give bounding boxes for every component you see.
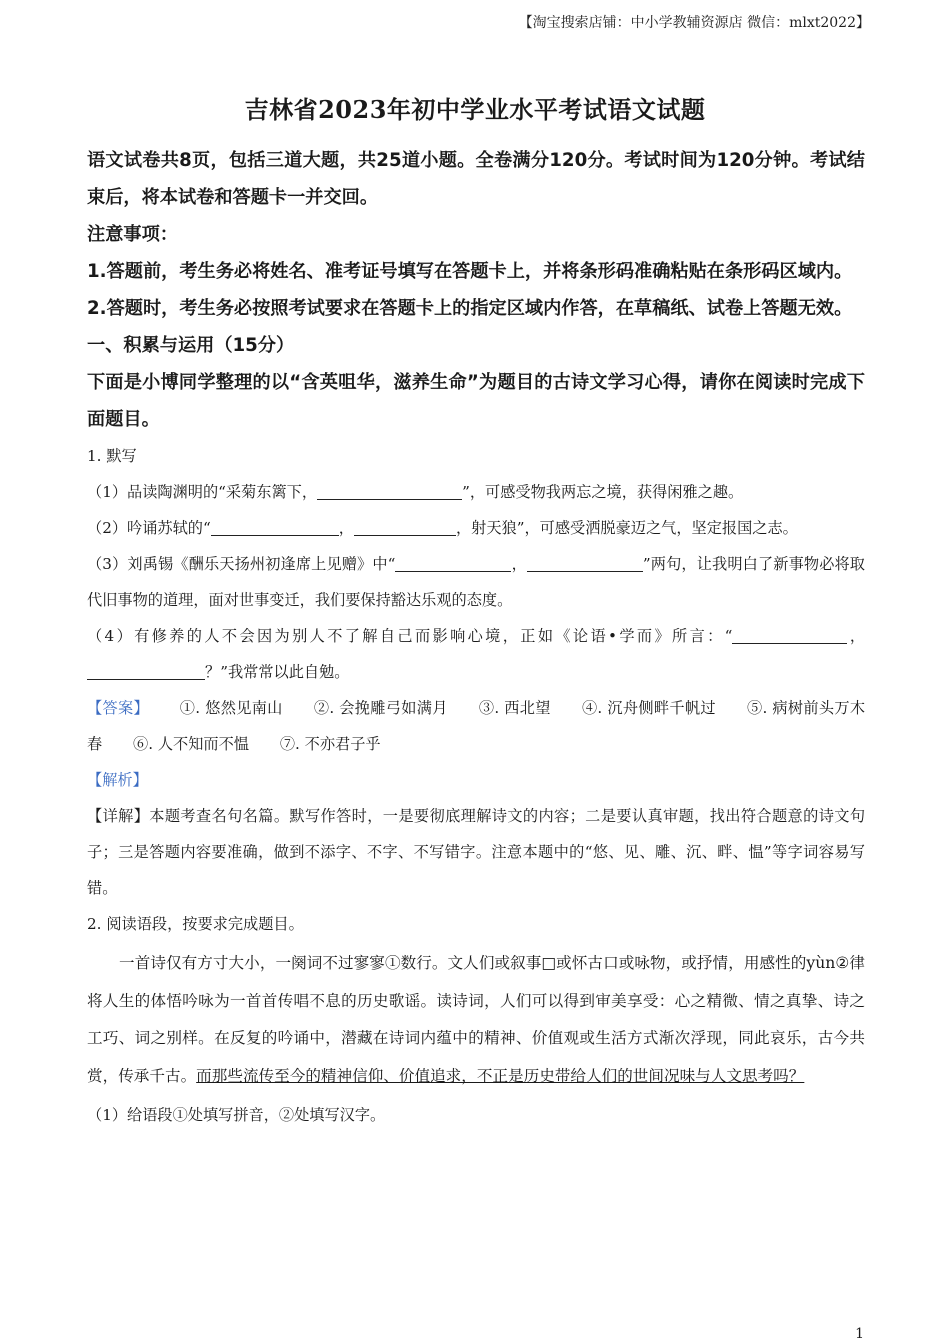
answer-block	[87, 690, 865, 762]
answer-blank[interactable]	[354, 517, 456, 536]
answer-blank[interactable]	[211, 517, 339, 536]
question-1-stem: 1. 默写	[87, 447, 137, 465]
annotation-mark: ①	[384, 954, 401, 972]
notice-heading: 注意事项：	[87, 224, 178, 245]
question-1-sub-3: （3）刘禹锡《酬乐天扬州初逢席上见赠》中“ ， ”两句，让我明白了新事物必将取代旧事物的道理，面对世事变迁，我们要保持豁达乐观的态度。	[87, 555, 865, 609]
answer-label: 【答案】	[87, 699, 149, 717]
notice-item-2: 2.答题时，考生务必按照考试要求在答题卡上的指定区域内作答，在草稿纸、试卷上答题无效。	[87, 298, 853, 319]
page-number: 1	[855, 1326, 864, 1342]
question-2-stem: 2. 阅读语段，按要求完成题目。	[87, 915, 304, 933]
question-1-sub-4: （4）有修养的人不会因为别人不了解自己而影响心境，正如《论语•学而》所言：“ ，？”我常常以此自勉。	[87, 627, 866, 681]
question-1-sub-2: （2）吟诵苏轼的“ ， ，射天狼”，可感受洒脱豪迈之气，坚定报国之志。	[87, 519, 798, 537]
section-description: 下面是小博同学整理的以“含英咀华，滋养生命”为题目的古诗文学习心得，请你在阅读时完成下面题目。	[87, 372, 865, 430]
notice-item-1: 1.答题前，考生务必将姓名、准考证号填写在答题卡上，并将条形码准确粘贴在条形码区域内。	[87, 261, 853, 282]
analysis-label: 【解析】	[87, 771, 148, 789]
answer-item: ①. 悠然见南山	[179, 699, 283, 717]
answer-blank[interactable]	[732, 625, 847, 644]
annotation-mark: ②	[835, 954, 850, 972]
detail-block	[87, 798, 865, 906]
page-title: 吉林省2023年初中学业水平考试语文试题	[244, 95, 706, 124]
detail-text: 本题考查名句名篇。默写作答时，一是要彻底理解诗文的内容；二是要认真审题，找出符合题意的诗文句子；三是答题内容要准确，做到不添字、不字、不写错字。注意本题中的“悠、见、雕、沉、畔、愠”等字词容易写错。	[87, 807, 866, 897]
answer-item: ⑦. 不亦君子乎	[279, 735, 381, 753]
answer-blank[interactable]	[395, 553, 511, 572]
answer-item: ⑤. 病树前头万木春	[87, 699, 866, 753]
detail-label: 【详解】	[87, 807, 150, 825]
answer-blank[interactable]	[87, 661, 205, 680]
answer-blank[interactable]	[317, 481, 462, 500]
page-header: 【淘宝搜索店铺：中小学教辅资源店 微信：mlxt2022】	[518, 15, 870, 31]
answer-item: ③. 西北望	[478, 699, 551, 717]
pinyin-text: yùn	[806, 954, 836, 972]
question-2-sub-1: （1）给语段①处填写拼音，②处填写汉字。	[87, 1106, 386, 1124]
answer-item: ④. 沉舟侧畔千帆过	[581, 699, 716, 717]
underlined-sentence: 而那些流传至今的精神信仰、价值追求，不正是历史带给人们的世间况味与人文思考吗？	[196, 1066, 805, 1085]
document-body	[87, 142, 865, 1133]
reading-passage: 一首诗仅有方寸大小，一阕词不过寥寥①数行。文人们或叙事□或怀古口或咏物，或抒情，用感性的yùn②律将人生的体悟吟咏为一首首传唱不息的历史歌谣。读诗词，人们可以得到审美享受：心之精微、情之真挚、诗之工巧、词之别样。在反复的吟诵中，潜藏在诗词内蕴中的精神、价值观或生活方式渐次浮现，同此哀乐，古今共赏，传承千古。而那些流传至今的精神信仰、价值追求，不正是历史带给人们的世间况味与人文思考吗？	[87, 954, 865, 1085]
answer-blank[interactable]	[527, 553, 643, 572]
exam-intro: 语文试卷共8页，包括三道大题，共25道小题。全卷满分120分。考试时间为120分钟。考试结束后，将本试卷和答题卡一并交回。	[87, 150, 865, 208]
answer-item: ②. 会挽雕弓如满月	[313, 699, 448, 717]
question-1-sub-1: （1）品读陶渊明的“采菊东篱下， ”，可感受物我两忘之境，获得闲雅之趣。	[87, 483, 744, 501]
section-heading: 一、积累与运用（15分）	[87, 335, 295, 356]
answer-item: ⑥. 人不知而不愠	[133, 735, 249, 753]
